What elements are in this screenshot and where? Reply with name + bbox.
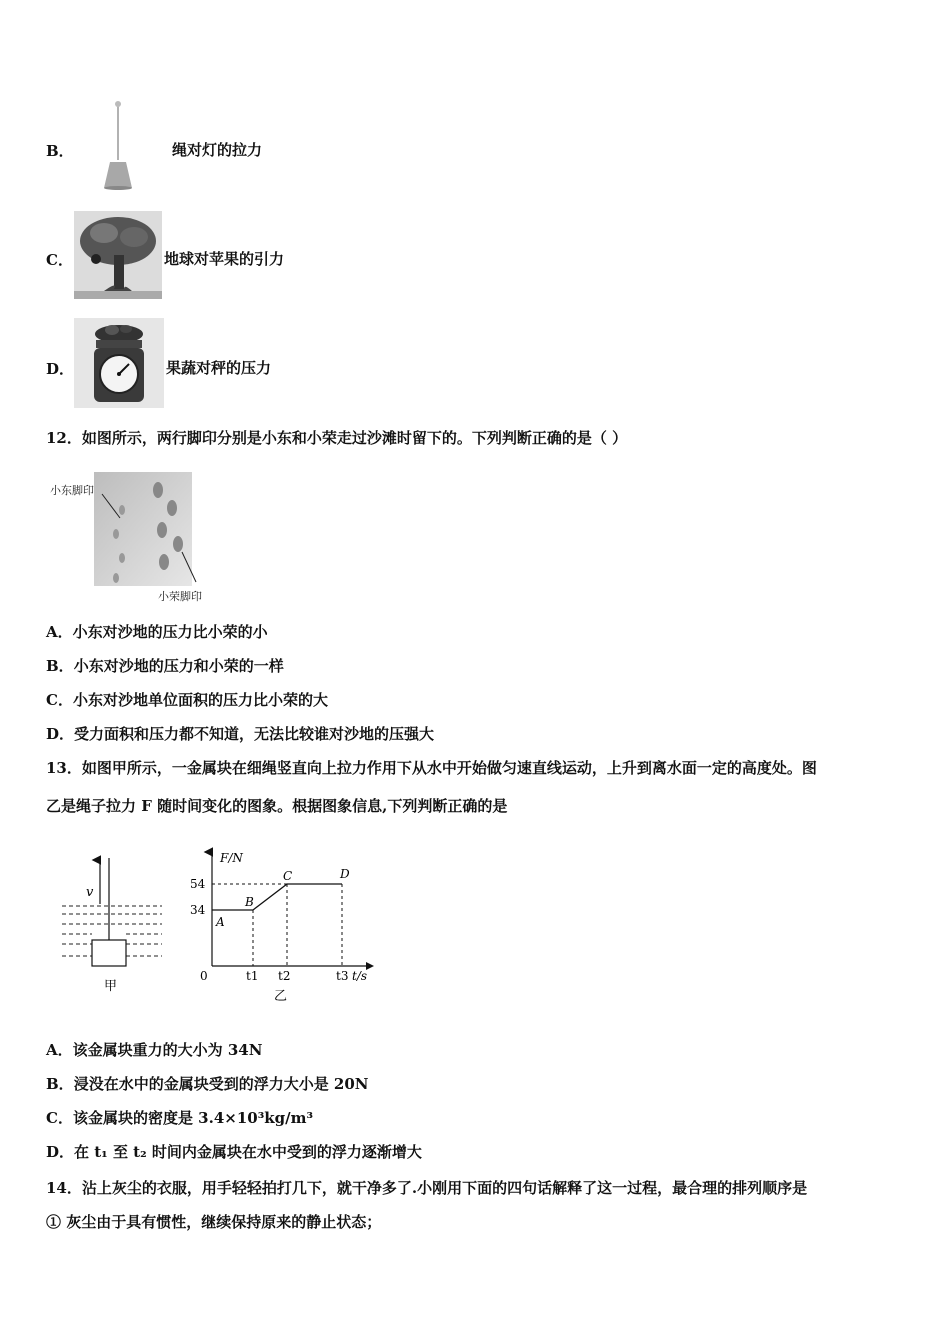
x-tick-t1: t1	[246, 969, 259, 983]
q12-option-c	[46, 690, 328, 710]
figure-jia	[56, 848, 168, 996]
q13-stem-line2: 乙是绳子拉力 F 随时间变化的图象。根据图象信息,下列判断正确的是	[46, 797, 508, 815]
q13-option-c	[46, 1108, 313, 1128]
option-letter: C．	[46, 1109, 73, 1127]
figure-label-xiaorong: 小荣脚印	[158, 590, 202, 603]
option-letter: D．	[46, 725, 75, 743]
footprints-figure	[46, 470, 216, 606]
apple-tree-icon	[74, 211, 162, 299]
q14-stem: 14．沾上灰尘的衣服，用手轻轻拍打几下，就干净多了.小刚用下面的四句话解释了这一过程，最合理的排列顺序是	[46, 1179, 808, 1197]
figure-jia-caption: 甲	[104, 979, 118, 994]
q12-stem: 12．如图所示，两行脚印分别是小东和小荣走过沙滩时留下的。下列判断正确的是（ ）	[46, 429, 628, 447]
option-letter: B．	[46, 142, 74, 160]
y-axis-label: F/N	[220, 851, 243, 865]
q13-option-a	[46, 1040, 262, 1060]
x-tick-t3: t3	[336, 969, 349, 983]
point-label-a: A	[216, 915, 225, 929]
option-letter: D．	[46, 1143, 75, 1161]
figure-yi-chart	[186, 844, 376, 1006]
option-letter: A．	[46, 1041, 73, 1059]
q13-option-b	[46, 1074, 369, 1094]
option-letter: C．	[46, 251, 73, 269]
option-text: 小东对沙地的压力比小荣的小	[72, 623, 268, 641]
option-text: 受力面积和压力都不知道，无法比较谁对沙地的压强大	[74, 725, 435, 743]
x-axis-label: t/s	[352, 969, 368, 983]
option-text: 地球对苹果的引力	[164, 250, 285, 268]
figure-label-xiaodong: 小东脚印	[50, 484, 94, 497]
kitchen-scale-icon	[74, 318, 164, 408]
option-letter: C．	[46, 691, 73, 709]
velocity-label: v	[86, 885, 94, 900]
option-text: 该金属块的密度是 3.4×10³kg/m³	[72, 1109, 314, 1127]
option-text: 浸没在水中的金属块受到的浮力大小是 20N	[73, 1075, 369, 1093]
q12-option-d	[46, 724, 434, 744]
option-letter: B．	[46, 657, 74, 675]
hanging-lamp-icon	[74, 100, 160, 192]
option-letter: D．	[46, 360, 75, 378]
point-label-d: D	[340, 867, 350, 881]
q12-option-a	[46, 622, 268, 642]
option-text: 小东对沙地单位面积的压力比小荣的大	[72, 691, 328, 709]
force-series-line	[212, 884, 342, 910]
option-text: 果蔬对秤的压力	[166, 359, 272, 377]
q14-item-1: ① 灰尘由于具有惯性，继续保持原来的静止状态；	[46, 1213, 382, 1231]
option-text: 该金属块重力的大小为 34N	[72, 1041, 263, 1059]
option-text: 小东对沙地的压力和小荣的一样	[73, 657, 284, 675]
q12-option-b	[46, 656, 284, 676]
x-tick-t2: t2	[278, 969, 291, 983]
point-label-c: C	[283, 869, 293, 883]
option-text: 在 t₁ 至 t₂ 时间内金属块在水中受到的浮力逐渐增大	[74, 1143, 422, 1161]
q13-option-d	[46, 1142, 422, 1162]
option-letter: A．	[46, 623, 73, 641]
figure-yi-caption: 乙	[274, 989, 288, 1004]
y-tick-34: 34	[190, 903, 206, 917]
option-text: 绳对灯的拉力	[172, 141, 263, 159]
q13-stem-line1: 13．如图甲所示，一金属块在细绳竖直向上拉力作用下从水中开始做匀速直线运动，上升到离水面一定的高度处。图	[46, 759, 817, 777]
origin-label: 0	[200, 969, 208, 983]
point-label-b: B	[245, 895, 254, 909]
x-axis-arrow	[366, 962, 374, 970]
y-tick-54: 54	[190, 877, 206, 891]
option-letter: B．	[46, 1075, 74, 1093]
